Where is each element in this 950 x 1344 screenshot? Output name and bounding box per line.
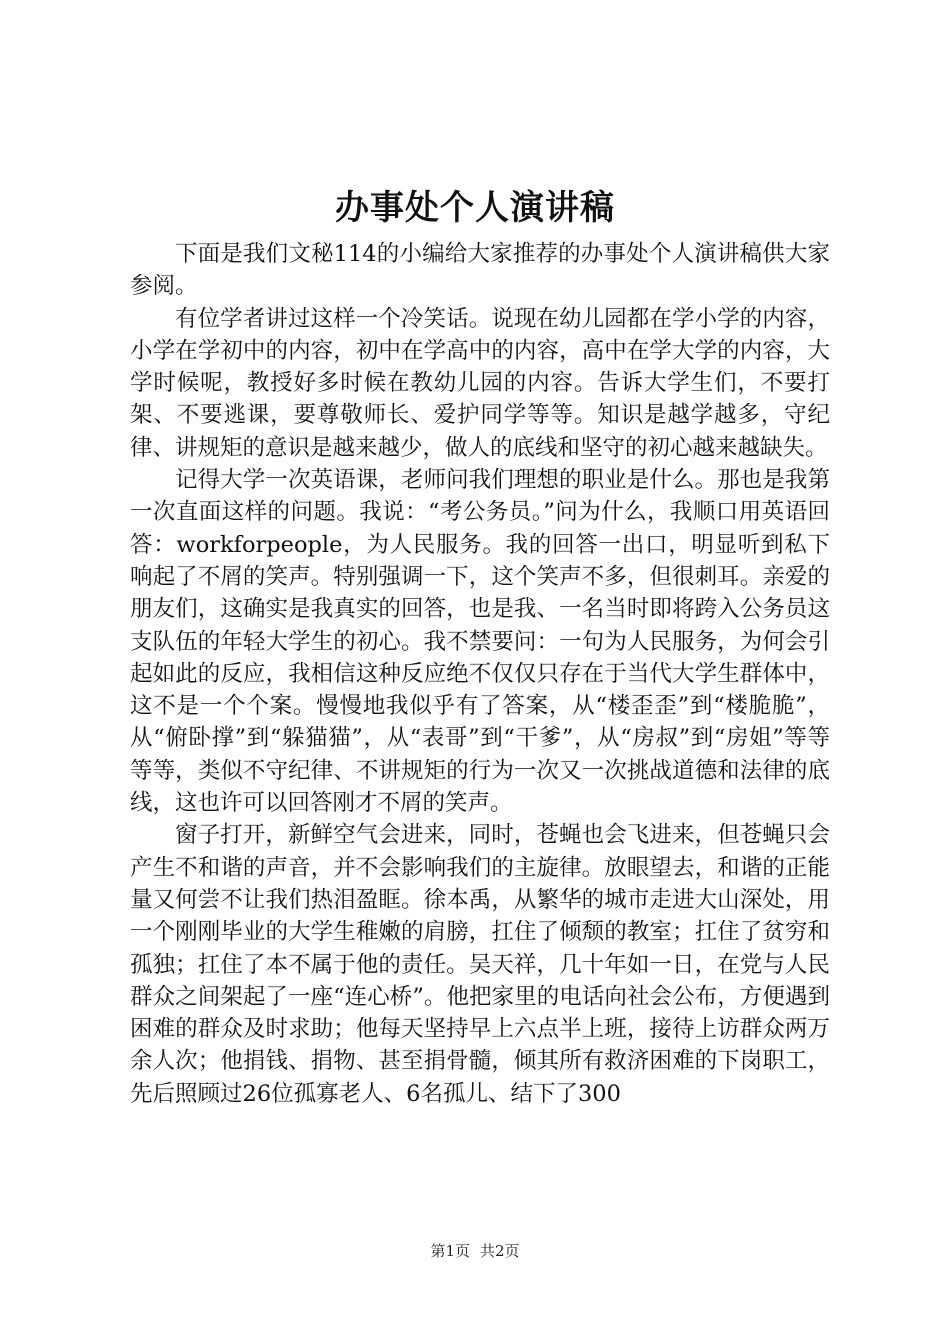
document-title: 办事处个人演讲稿	[335, 188, 615, 228]
paragraph-window: 窗子打开，新鲜空气会进来，同时，苍蝇也会飞进来，但苍蝇只会产生不和谐的声音，并不会影响我们的主旋律。放眼望去，和谐的正能量又何尝不让我们热泪盈眶。徐本禹，从繁华的城市走进大山深处，用一个刚刚毕业的大学生稚嫩的肩膀，扛住了倾颓的教室；扛住了贫穷和孤独；扛住了本不属于他的责任。吴天祥，几十年如一日，在党与人民群众之间架起了一座“连心桥”。他把家里的电话向社会公布，方便遇到困难的群众及时求助；他每天坚持早上六点半上班，接待上访群众两万余人次；他捐钱、捐物、甚至捐骨髓，倾其所有救济困难的下岗职工，先后照顾过26位孤寡老人、6名孤儿、结下了300	[130, 822, 830, 1107]
page-total: 共2页	[480, 1242, 520, 1260]
page-number: 第1页	[430, 1242, 470, 1260]
page-footer	[0, 1241, 950, 1261]
document-body	[130, 238, 830, 1110]
paragraph-english-class: 记得大学一次英语课，老师问我们理想的职业是什么。那也是我第一次直面这样的问题。我说：“考公务员。”问为什么，我顺口用英语回答：workforpeople，为人民服务。我的回答一出口，明显听到私下响起了不屑的笑声。特别强调一下，这个笑声不多，但很刺耳。亲爱的朋友们，这确实是我真实的回答，也是我、一名当时即将跨入公务员这支队伍的年轻大学生的初心。我不禁要问：一句为人民服务，为何会引起如此的反应，我相信这种反应绝不仅仅只存在于当代大学生群体中，这不是一个个案。慢慢地我似乎有了答案，从“楼歪歪”到“楼脆脆”，从“俯卧撑”到“躲猫猫”，从“表哥”到“干爹”，从“房叔”到“房姐”等等等等，类似不守纪律、不讲规矩的行为一次又一次挑战道德和法律的底线，这也许可以回答刚才不屑的笑声。	[130, 467, 830, 817]
paragraph-intro: 下面是我们文秘114的小编给大家推荐的办事处个人演讲稿供大家参阅。	[130, 241, 830, 300]
paragraph-joke: 有位学者讲过这样一个冷笑话。说现在幼儿园都在学小学的内容，小学在学初中的内容，初中在学高中的内容，高中在学大学的内容，大学时候呢，教授好多时候在教幼儿园的内容。告诉大学生们，不要打架、不要逃课，要尊敬师长、爱护同学等等。知识是越学越多，守纪律、讲规矩的意识是越来越少，做人的底线和坚守的初心越来越缺失。	[130, 305, 830, 461]
